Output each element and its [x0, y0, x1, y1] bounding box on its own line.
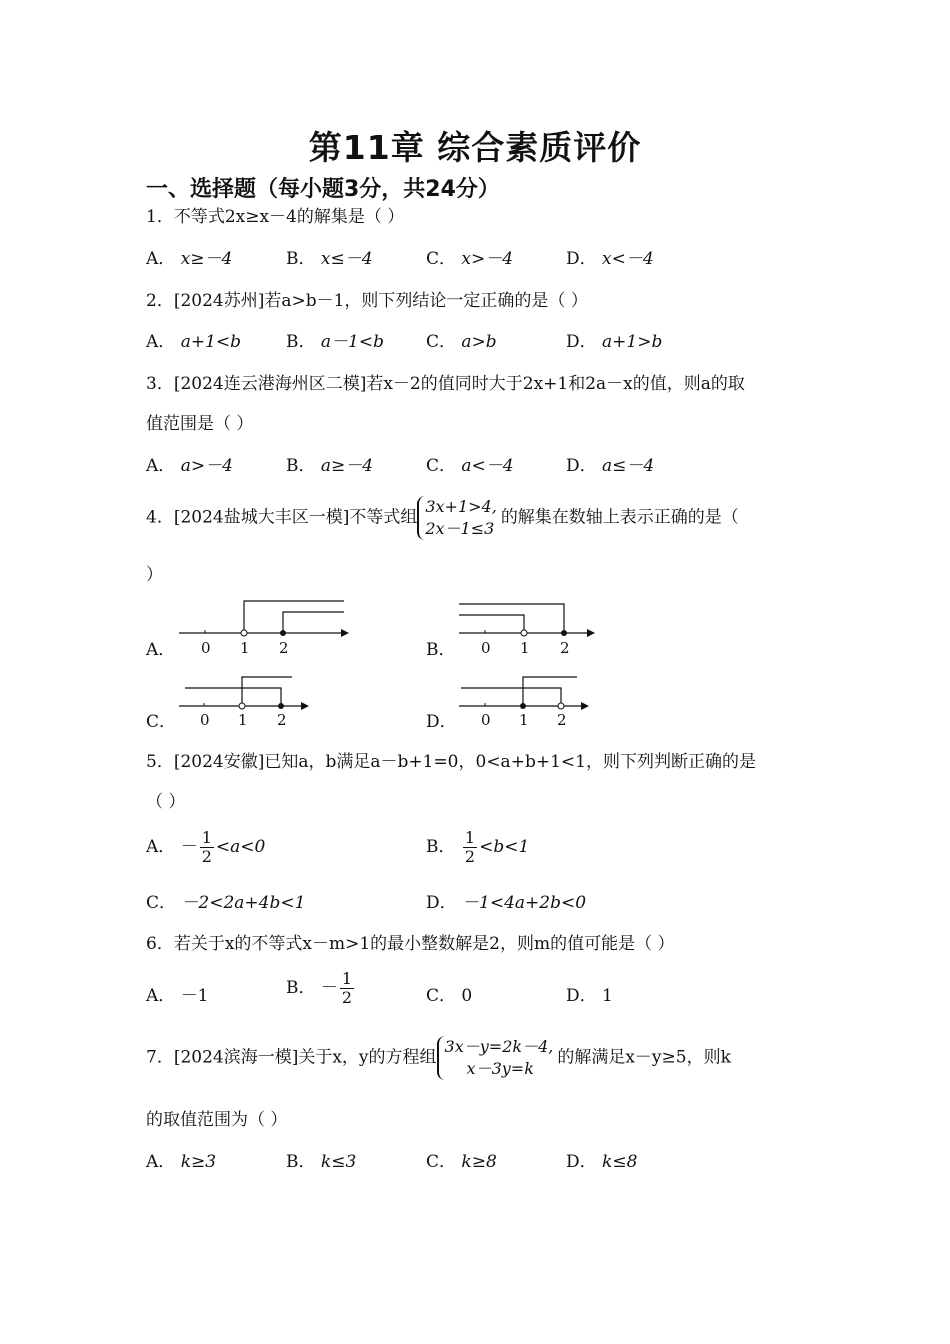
q5-option-b: B． $\frac{1}{2}$ <b<1 — [426, 828, 530, 866]
q3-option-a: A． a>－4 — [146, 456, 233, 476]
q4-option-b-number-line — [455, 598, 600, 660]
fraction: $\frac{1}{2}$ — [201, 828, 212, 866]
question-3-stem-line1: 3．[2024连云港海州区二模]若x－2的值同时大于2x+1和2a－x的值，则a的取 — [146, 374, 745, 394]
q4-option-d-label: D． — [426, 712, 457, 732]
q4-option-d-number-line — [455, 672, 595, 734]
q7-option-d: D． k≤8 — [566, 1152, 638, 1172]
question-3-stem-line2: 值范围是（ ） — [146, 414, 254, 434]
q4-option-a-label: A． — [146, 640, 176, 660]
q2-option-b: B． a－1<b — [286, 332, 384, 352]
q5-option-c: C． －2<2a+4b<1 — [146, 893, 306, 913]
q4-option-b-label: B． — [426, 640, 456, 660]
tick-label: 1 — [238, 711, 248, 729]
question-5-stem-line2: （ ） — [146, 792, 186, 812]
tick-label: 0 — [201, 639, 211, 657]
question-5-stem-line1: 5．[2024安徽]已知a，b满足a－b+1=0，0<a+b+1<1，则下列判断正确的是 — [146, 752, 756, 772]
q2-option-d: D． a+1>b — [566, 332, 663, 352]
inequality-system: 3x+1>4, 2x－1≤3 — [417, 496, 500, 540]
q7-option-a: A． k≥3 — [146, 1152, 217, 1172]
q1-option-d: D． x<－4 — [566, 249, 654, 269]
tick-label: 2 — [557, 711, 567, 729]
tick-label: 0 — [481, 639, 491, 657]
q6-option-b: B． － $\frac{1}{2}$ — [286, 969, 353, 1007]
question-4-stem-line2: ） — [146, 565, 163, 585]
q3-option-b: B． a≥－4 — [286, 456, 374, 476]
q4-option-c-label: C． — [146, 712, 177, 732]
tick-label: 0 — [481, 711, 491, 729]
q5-option-d: D． －1<4a+2b<0 — [426, 893, 587, 913]
q7-option-c: C． k≥8 — [426, 1152, 497, 1172]
tick-label: 1 — [519, 711, 529, 729]
tick-label: 2 — [560, 639, 570, 657]
tick-label: 1 — [240, 639, 250, 657]
question-1-stem: 1．不等式2x≥x－4的解集是（ ） — [146, 207, 405, 227]
q2-option-a: A． a+1<b — [146, 332, 242, 352]
page-title: 第11章 综合素质评价 — [308, 128, 642, 167]
q7-option-b: B． k≤3 — [286, 1152, 357, 1172]
question-2-stem: 2．[2024苏州]若a>b－1，则下列结论一定正确的是（ ） — [146, 291, 588, 311]
fraction: $\frac{1}{2}$ — [341, 969, 353, 1007]
q4-option-a-number-line — [175, 598, 350, 660]
question-7-stem-line2: 的取值范围为（ ） — [146, 1110, 288, 1130]
q6-option-a: A． －1 — [146, 986, 209, 1006]
q1-option-a: A． x≥－4 — [146, 249, 233, 269]
tick-label: 2 — [277, 711, 287, 729]
section-heading: 一、选择题（每小题3分，共24分） — [146, 177, 500, 202]
fraction: $\frac{1}{2}$ — [464, 828, 476, 866]
q2-option-c: C． a>b — [426, 332, 497, 352]
q1-option-c: C． x>－4 — [426, 249, 514, 269]
q3-option-d: D． a≤－4 — [566, 456, 655, 476]
question-7-stem: 7．[2024滨海一模]关于x，y的方程组 3x－y=2k－4, x－3y=k 的解满足x－y≥5，则k — [146, 1037, 731, 1078]
tick-label: 2 — [279, 639, 289, 657]
tick-label: 0 — [200, 711, 210, 729]
q5-option-a: A． － $\frac{1}{2}$ <a<0 — [146, 828, 266, 866]
q4-option-c-number-line — [175, 672, 315, 734]
question-4-stem: 4．[2024盐城大丰区一模]不等式组 3x+1>4, 2x－1≤3 的解集在数轴上表示正确的是（ — [146, 497, 739, 538]
q6-option-c: C． 0 — [426, 986, 473, 1006]
q6-option-d: D． 1 — [566, 986, 613, 1006]
q3-option-c: C． a<－4 — [426, 456, 514, 476]
q1-option-b: B． x≤－4 — [286, 249, 373, 269]
tick-label: 1 — [520, 639, 530, 657]
equation-system: 3x－y=2k－4, x－3y=k — [437, 1036, 558, 1080]
question-6-stem: 6．若关于x的不等式x－m>1的最小整数解是2，则m的值可能是（ ） — [146, 934, 675, 954]
